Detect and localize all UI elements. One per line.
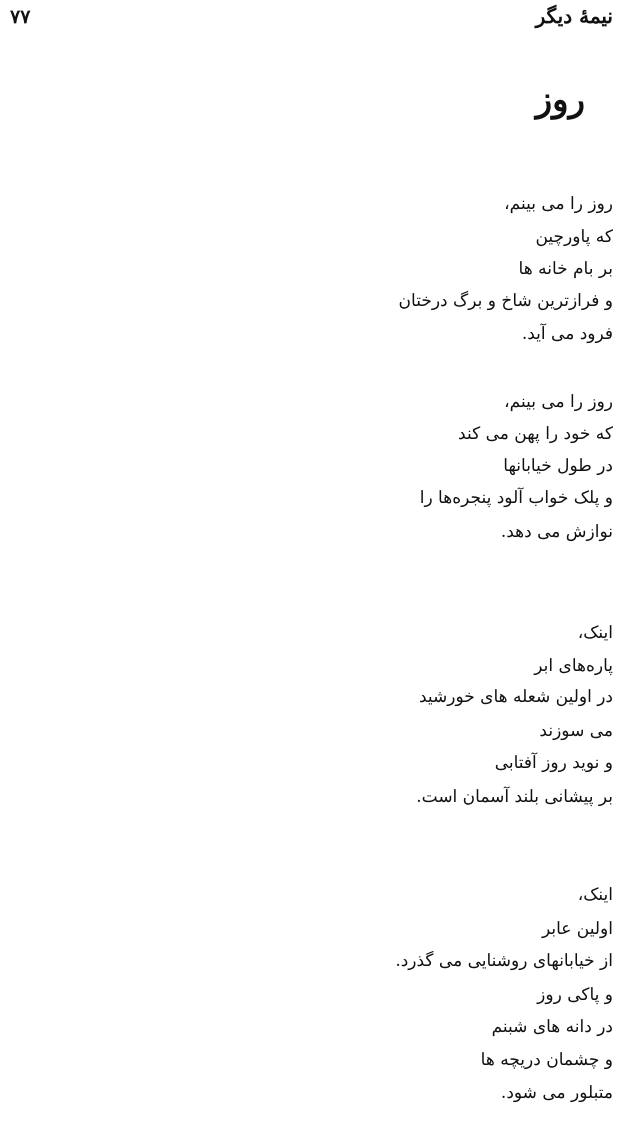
poem-line: نوازش می دهد. (500, 522, 613, 542)
poem-line: و چشمان دریچه ها (480, 1050, 613, 1070)
book-title: نیمهٔ دیگر (535, 4, 613, 28)
poem-line: از خیابانهای روشنایی می گذرد. (395, 951, 613, 971)
poem-line: روز را می بینم، (504, 194, 613, 214)
poem-line: و پلک خواب آلود پنجره‌ها را (419, 488, 613, 508)
poem-line: پاره‌های ابر (534, 656, 613, 676)
poem-line: اولین عابر (541, 919, 613, 939)
poem-line: و نوید روز آفتابی (494, 753, 613, 773)
poem-line: در اولین شعله های خورشید (418, 687, 613, 707)
poem-line: فرود می آید. (521, 324, 613, 344)
poem-line: اینک، (577, 623, 613, 643)
page-number: ۷۷ (10, 6, 31, 28)
poem-line: در طول خیابانها (503, 456, 613, 476)
poem-line: اینک، (577, 885, 613, 905)
poem-line: که پاورچین (535, 227, 613, 247)
poem-line: و فرازترین شاخ و برگ درختان (398, 291, 613, 311)
poem-title: روز (535, 80, 585, 120)
poem-line: که خود را پهن می کند (458, 424, 613, 444)
poem-line: و پاکی روز (537, 985, 613, 1005)
poem-line: روز را می بینم، (504, 392, 613, 412)
poem-line: می سوزند (539, 721, 613, 741)
poem-line: بر پیشانی بلند آسمان است. (416, 787, 613, 807)
poem-line: بر بام خانه ها (518, 259, 613, 279)
poem-line: متبلور می شود. (500, 1083, 613, 1103)
poem-line: در دانه های شبنم (491, 1017, 613, 1037)
